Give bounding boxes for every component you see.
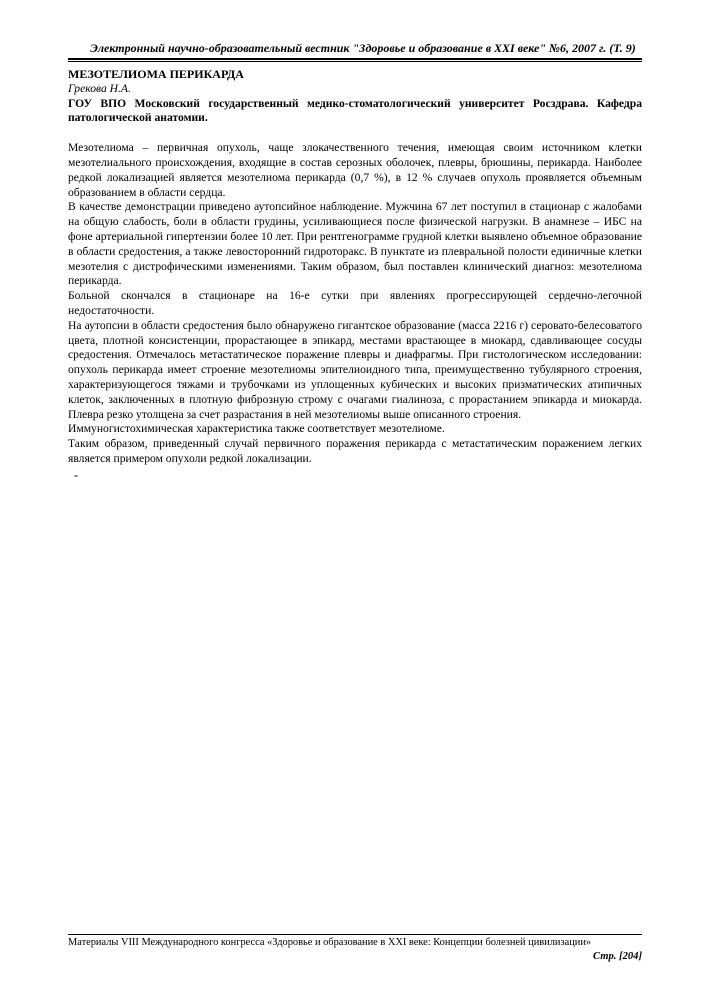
section-spacer <box>68 126 642 141</box>
footer-conference: Материалы VIII Международного конгресса «Здоровье и образование в XXI веке: Концепции болезней цивилизации» <box>68 937 592 948</box>
journal-header: Электронный научно-образовательный вестник "Здоровье и образование в XXI веке" №6, 2007 г. (Т. 9) <box>90 41 636 55</box>
page-number: Стр. [204] <box>593 951 642 962</box>
footer-rule <box>68 934 642 935</box>
article-title: МЕЗОТЕЛИОМА ПЕРИКАРДА <box>68 67 244 81</box>
trailing-dash: - <box>74 468 78 482</box>
paragraph-conclusion: Таким образом, приведенный случай первичного поражения перикарда с метастатическим поражением легких является примером опухоли редкой локализации. <box>68 437 642 465</box>
paragraph-introduction: Мезотелиома – первичная опухоль, чаще злокачественного течения, имеющая своим источником клетки мезотелиального происхождения, входящие в состав серозных оболочек, плевры, брюшины, перикарда. Наиболее редкой локализацией является мезотелиома перикарда (0,7 %), в 12 % случаев опухоль проявляется объемным образованием в области сердца. <box>68 141 642 199</box>
article-body <box>68 67 642 484</box>
article-author: Грекова Н.А. <box>68 81 131 95</box>
header-rule-secondary <box>68 61 642 62</box>
document-page <box>68 0 642 1003</box>
header-rule <box>68 58 642 60</box>
paragraph-autopsy: На аутопсии в области средостения было обнаружено гигантское образование (масса 2216 г) серовато-белесоватого цвета, плотной консистенции, прорастающее в эпикард, местами врастающее в миокард, сдавливающее сосуды средостения. Отмечалось метастатическое поражение плевры и диафрагмы. При гистологическом исследовании: опухоль перикарда имеет строение мезотелиомы эпителиоидного типа, преимущественно тубулярного строения, характеризующегося тяжами и трубочками из уплощенных кубических и высоких призматических атипичных клеток, заключенных в плотную фиброзную строму с очагами гиалиноза, с прорастанием эпикарда и миокарда. Плевра резко утолщена за счет разрастания в ней мезотелиомы выше описанного строения. <box>68 318 642 421</box>
paragraph-case-report: В качестве демонстрации приведено аутопсийное наблюдение. Мужчина 67 лет поступил в стационар с жалобами на общую слабость, боли в области грудины, усиливающиеся после физической нагрузки. В анамнезе – ИБС на фоне артериальной гипертензии более 10 лет. При рентгенограмме грудной клетки выявлено объемное образование в области средостения, а также левосторонний гидроторакс. В пунктате из плевральной полости единичные клетки мезотелия с дистрофическими изменениями. Таким образом, был поставлен клинический диагноз: мезотелиома перикарда. <box>68 200 642 288</box>
paragraph-outcome: Больной скончался в стационаре на 16-е сутки при явлениях прогрессирующей сердечно-легочной недостаточности. <box>68 289 642 317</box>
article-affiliation: ГОУ ВПО Московский государственный медико-стоматологический университет Росздрава. Кафедра патологической анатомии. <box>68 96 642 125</box>
paragraph-immunohistochemistry: Иммуногистохимическая характеристика также соответствует мезотелиоме. <box>68 422 445 436</box>
